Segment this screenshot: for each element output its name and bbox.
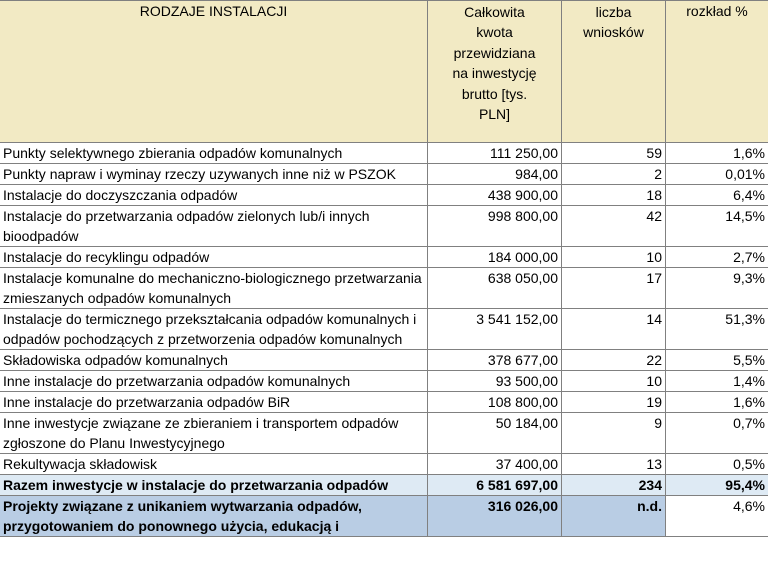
table-row	[0, 185, 768, 206]
table-row	[0, 454, 768, 475]
count-cell: 10	[562, 371, 666, 392]
count-cell: 2	[562, 164, 666, 185]
total-count: 234	[562, 475, 666, 496]
share-cell: 9,3%	[666, 268, 768, 309]
header-type: RODZAJE INSTALACJI	[0, 1, 428, 143]
amount-cell: 998 800,00	[428, 206, 562, 247]
installation-name: Instalacje do termicznego przekształcania odpadów komunalnych i odpadów pochodzących z przetworzenia odpadów komunalnych	[0, 309, 428, 350]
installation-name: Instalacje do recyklingu odpadów	[0, 247, 428, 268]
amount-cell: 37 400,00	[428, 454, 562, 475]
total-row	[0, 475, 768, 496]
total-amount: 6 581 697,00	[428, 475, 562, 496]
share-cell: 14,5%	[666, 206, 768, 247]
installation-name: Inne instalacje do przetwarzania odpadów BiR	[0, 392, 428, 413]
share-cell: 2,7%	[666, 247, 768, 268]
count-cell: 22	[562, 350, 666, 371]
count-cell: 19	[562, 392, 666, 413]
amount-cell: 378 677,00	[428, 350, 562, 371]
count-cell: 17	[562, 268, 666, 309]
total-label: Razem inwestycje w instalacje do przetwarzania odpadów	[0, 475, 428, 496]
table-row	[0, 413, 768, 454]
table-row	[0, 143, 768, 164]
amount-cell: 50 184,00	[428, 413, 562, 454]
count-cell: 14	[562, 309, 666, 350]
table-row	[0, 350, 768, 371]
amount-cell: 984,00	[428, 164, 562, 185]
table-row	[0, 164, 768, 185]
count-cell: 10	[562, 247, 666, 268]
table-row	[0, 206, 768, 247]
amount-cell: 93 500,00	[428, 371, 562, 392]
share-cell: 0,7%	[666, 413, 768, 454]
share-cell: 51,3%	[666, 309, 768, 350]
amount-cell: 184 000,00	[428, 247, 562, 268]
projects-row	[0, 496, 768, 537]
table-row	[0, 392, 768, 413]
installation-name: Inne inwestycje związane ze zbieraniem i transportem odpadów zgłoszone do Planu Inwestycyjnego	[0, 413, 428, 454]
projects-amount: 316 026,00	[428, 496, 562, 537]
installation-name: Instalacje komunalne do mechaniczno-biologicznego przetwarzania zmieszanych odpadów komunalnych	[0, 268, 428, 309]
header-share: rozkład %	[666, 1, 768, 143]
count-cell: 13	[562, 454, 666, 475]
installation-name: Rekultywacja składowisk	[0, 454, 428, 475]
amount-cell: 438 900,00	[428, 185, 562, 206]
header-row	[0, 1, 768, 143]
header-count: liczba wniosków	[562, 1, 666, 143]
table-row	[0, 309, 768, 350]
header-amount: Całkowita kwota przewidziana na inwestycję brutto [tys. PLN]	[428, 1, 562, 143]
installation-name: Instalacje do doczyszczania odpadów	[0, 185, 428, 206]
projects-label: Projekty związane z unikaniem wytwarzania odpadów, przygotowaniem do ponownego użycia, edukacją i	[0, 496, 428, 537]
share-cell: 1,4%	[666, 371, 768, 392]
amount-cell: 638 050,00	[428, 268, 562, 309]
installation-name: Instalacje do przetwarzania odpadów zielonych lub/i innych bioodpadów	[0, 206, 428, 247]
installation-name: Inne instalacje do przetwarzania odpadów komunalnych	[0, 371, 428, 392]
amount-cell: 111 250,00	[428, 143, 562, 164]
count-cell: 9	[562, 413, 666, 454]
table-row	[0, 268, 768, 309]
installation-name: Składowiska odpadów komunalnych	[0, 350, 428, 371]
table-row	[0, 371, 768, 392]
table-row	[0, 247, 768, 268]
total-share: 95,4%	[666, 475, 768, 496]
amount-cell: 108 800,00	[428, 392, 562, 413]
share-cell: 1,6%	[666, 143, 768, 164]
projects-count: n.d.	[562, 496, 666, 537]
installation-name: Punkty napraw i wyminay rzeczy uzywanych inne niż w PSZOK	[0, 164, 428, 185]
amount-cell: 3 541 152,00	[428, 309, 562, 350]
count-cell: 59	[562, 143, 666, 164]
count-cell: 18	[562, 185, 666, 206]
share-cell: 6,4%	[666, 185, 768, 206]
count-cell: 42	[562, 206, 666, 247]
installation-name: Punkty selektywnego zbierania odpadów komunalnych	[0, 143, 428, 164]
share-cell: 1,6%	[666, 392, 768, 413]
share-cell: 0,01%	[666, 164, 768, 185]
share-cell: 0,5%	[666, 454, 768, 475]
share-cell: 5,5%	[666, 350, 768, 371]
projects-share: 4,6%	[666, 496, 768, 537]
